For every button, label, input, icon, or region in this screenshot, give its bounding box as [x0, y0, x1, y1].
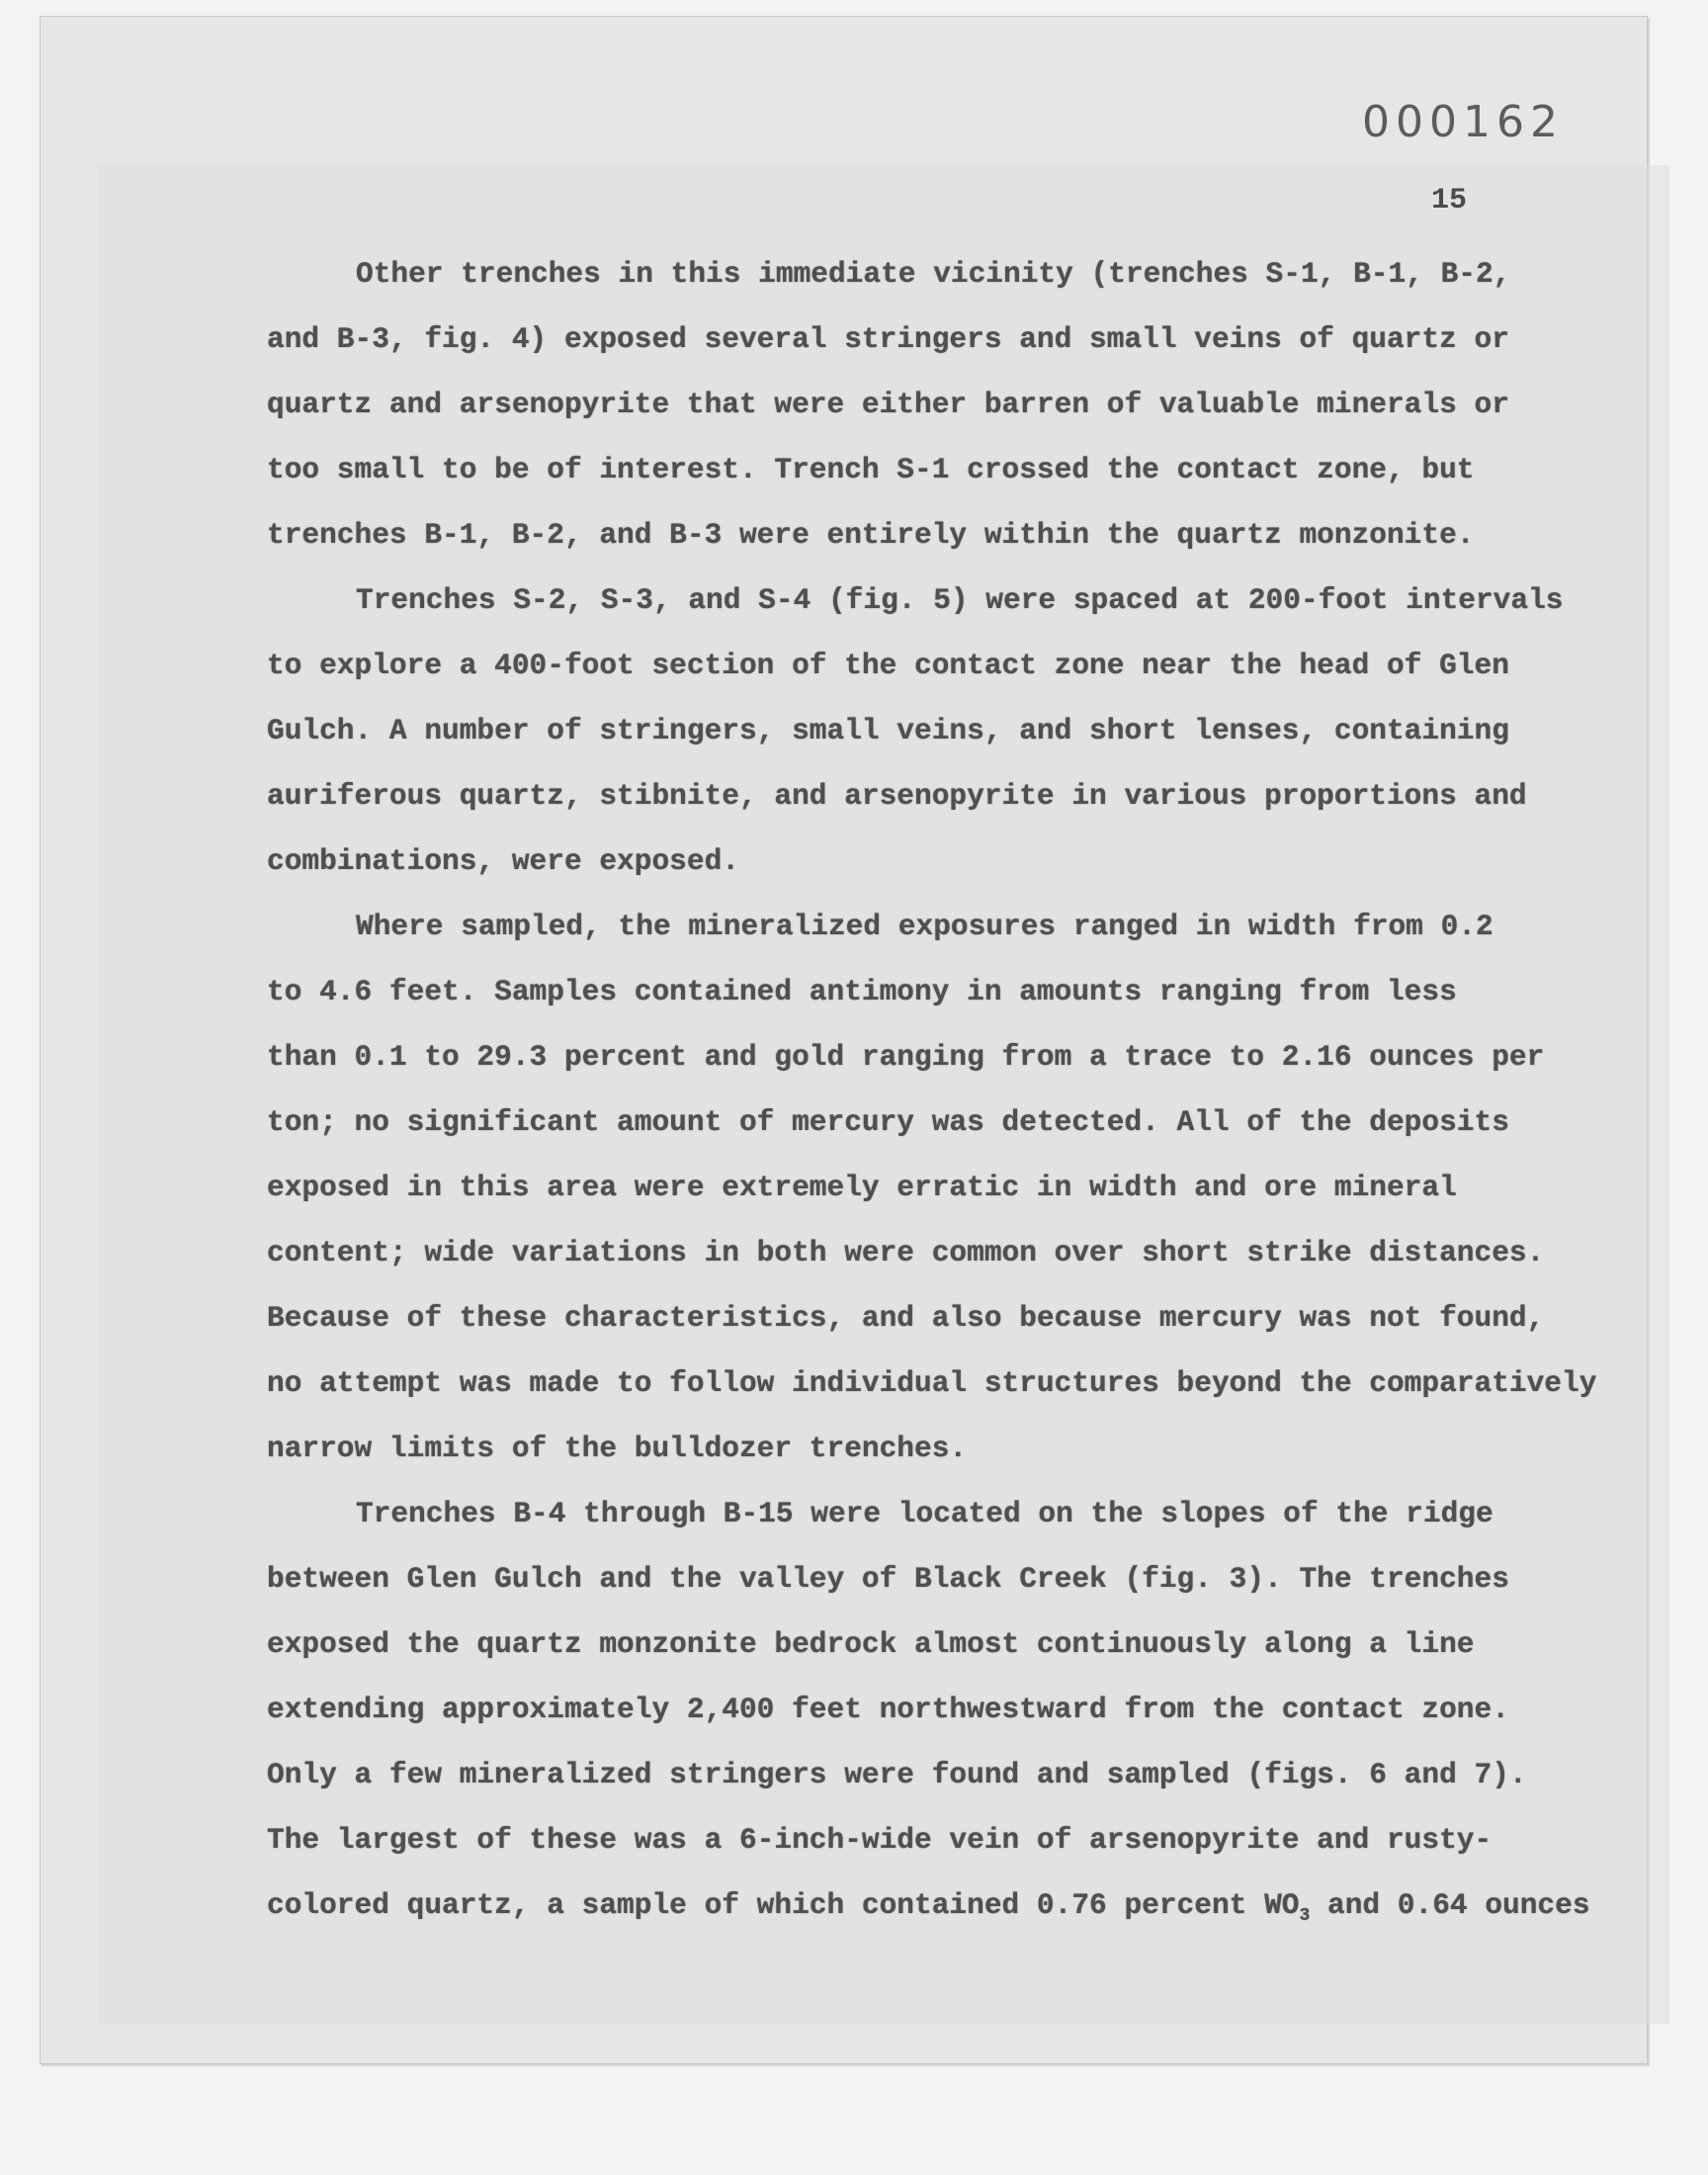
text-line: Because of these characteristics, and also because mercury was not found,: [267, 1301, 1545, 1335]
text-line: The largest of these was a 6-inch-wide vein of arsenopyrite and rusty-: [267, 1823, 1493, 1857]
text-line: extending approximately 2,400 feet northwestward from the contact zone.: [267, 1693, 1509, 1726]
document-id-stamp: 000162: [1362, 97, 1564, 147]
text-line: ton; no significant amount of mercury was detected. All of the deposits: [267, 1105, 1509, 1139]
text-line: Gulch. A number of stringers, small veins, and short lenses, containing: [267, 714, 1509, 747]
text-line: Trenches S-2, S-3, and S-4 (fig. 5) were spaced at 200-foot intervals: [356, 583, 1564, 617]
text-line: exposed in this area were extremely erratic in width and ore mineral: [267, 1171, 1457, 1204]
text-line: to explore a 400-foot section of the contact zone near the head of Glen: [267, 649, 1509, 682]
text-line: Other trenches in this immediate vicinity (trenches S-1, B-1, B-2,: [356, 257, 1511, 291]
text-line: Only a few mineralized stringers were found and sampled (figs. 6 and 7).: [267, 1758, 1527, 1791]
page-number: 15: [1431, 184, 1468, 218]
text-line: no attempt was made to follow individual structures beyond the comparatively: [267, 1366, 1597, 1400]
text-line: trenches B-1, B-2, and B-3 were entirely within the quartz monzonite.: [267, 518, 1475, 552]
text-line: Trenches B-4 through B-15 were located on the slopes of the ridge: [356, 1497, 1494, 1530]
text-line: and B-3, fig. 4) exposed several stringers and small veins of quartz or: [267, 322, 1509, 356]
text-line: [267, 1872, 1590, 1938]
subscript: 3: [1299, 1906, 1311, 1926]
text-line: narrow limits of the bulldozer trenches.: [267, 1432, 968, 1465]
text-line: quartz and arsenopyrite that were either barren of valuable minerals or: [267, 388, 1509, 421]
body-text: [267, 241, 1597, 1938]
text-line: combinations, were exposed.: [267, 844, 739, 878]
text-line: between Glen Gulch and the valley of Black Creek (fig. 3). The trenches: [267, 1562, 1509, 1596]
text-fragment: and 0.64 ounces: [1310, 1888, 1590, 1922]
text-line: to 4.6 feet. Samples contained antimony in amounts ranging from less: [267, 975, 1457, 1008]
text-line: than 0.1 to 29.3 percent and gold ranging from a trace to 2.16 ounces per: [267, 1040, 1545, 1074]
text-line: Where sampled, the mineralized exposures ranged in width from 0.2: [356, 910, 1494, 943]
text-fragment: colored quartz, a sample of which contained 0.76 percent WO: [267, 1888, 1300, 1922]
text-line: auriferous quartz, stibnite, and arsenopyrite in various proportions and: [267, 779, 1527, 813]
text-line: exposed the quartz monzonite bedrock almost continuously along a line: [267, 1627, 1475, 1661]
text-line: too small to be of interest. Trench S-1 crossed the contact zone, but: [267, 453, 1475, 486]
text-line: content; wide variations in both were common over short strike distances.: [267, 1236, 1545, 1269]
